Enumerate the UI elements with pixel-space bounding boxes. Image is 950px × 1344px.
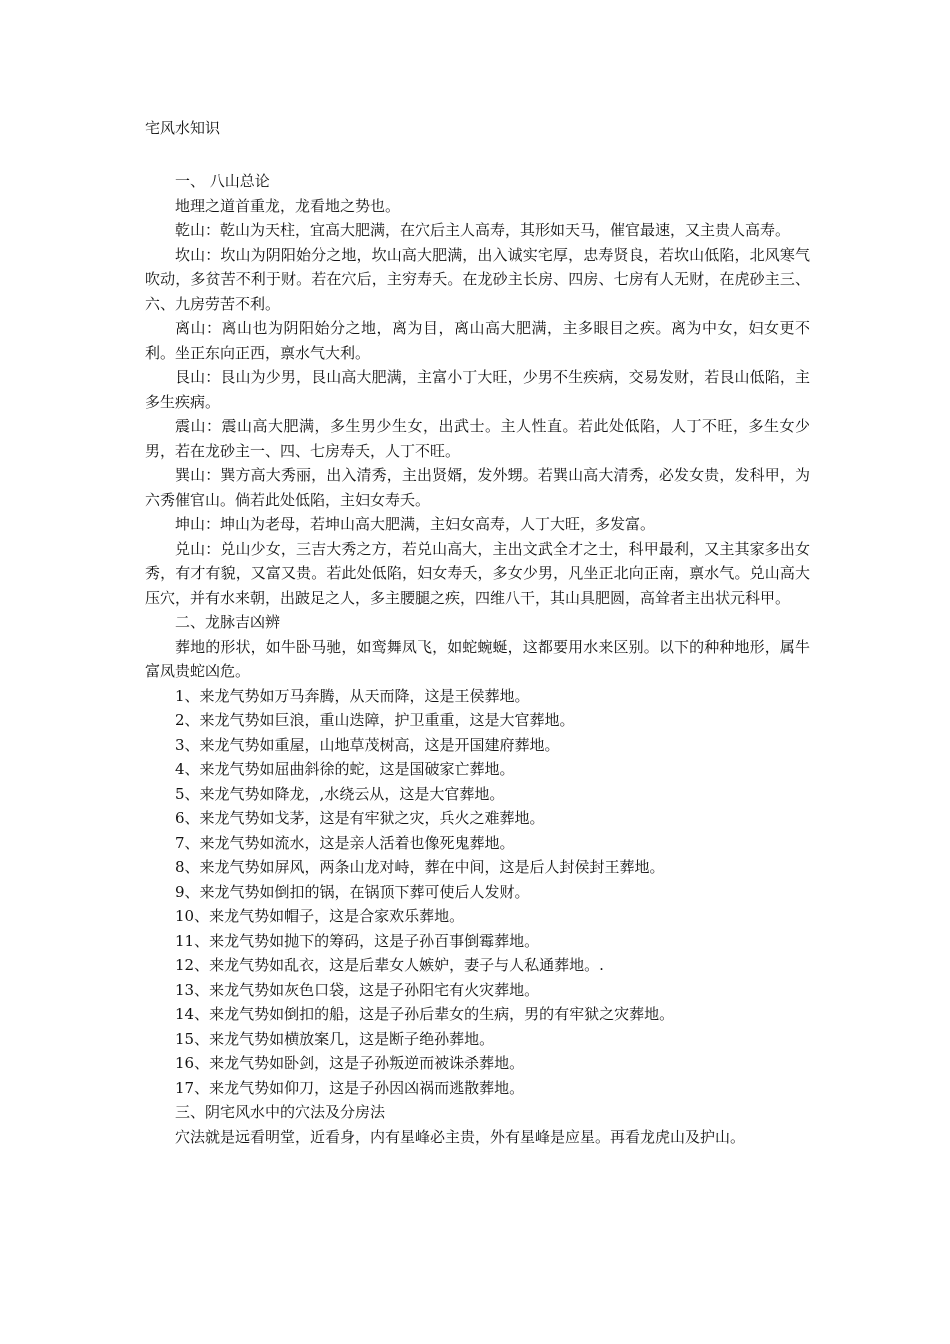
- list-item: 10、来龙气势如帽子，这是合家欢乐葬地。: [175, 907, 465, 925]
- list-item: 11、来龙气势如抛下的筹码，这是子孙百事倒霉葬地。: [175, 931, 540, 950]
- paragraph: 离山：离山也为阴阳始分之地，离为目，离山高大肥满，主多眼目之疾。离为中女，妇女更不利。坐正东向正西，禀水气大利。: [145, 319, 810, 362]
- list-item: 15、来龙气势如横放案几，这是断子绝孙葬地。: [175, 1029, 495, 1048]
- paragraph: 坎山：坎山为阴阳始分之地，坎山高大肥满，出入诚实宅厚，忠寿贤良，若坎山低陷，北风寒气吹动，多贫苦不利于财。若在穴后，主穷寿夭。在龙砂主长房、四房、七房有人无财，在虎砂主三、六、九房劳苦不利。: [145, 245, 810, 313]
- paragraph: 兑山：兑山少女，三吉大秀之方，若兑山高大，主出文武全才之士，科甲最利，又主其家多出女秀，有才有貌，又富又贵。若此处低陷，妇女寿夭，多女少男，凡坐正北向正南，禀水气。兑山高大压穴，并有水来朝，出跛足之人，多主腰腿之疾，四维八干，其山具肥圆，高耸者主出状元科甲。: [145, 539, 810, 607]
- list-item: 16、来龙气势如卧剑，这是子孙叛逆而被诛杀葬地。: [175, 1054, 525, 1072]
- list-item: 7、来龙气势如流水，这是亲人活着也像死鬼葬地。: [175, 833, 515, 852]
- section-heading-3: 三、阴宅风水中的穴法及分房法: [175, 1103, 386, 1121]
- paragraph: 葬地的形状，如牛卧马驰，如鸾舞凤飞，如蛇蜿蜒，这都要用水来区别。以下的种种地形，属牛富凤贵蛇凶危。: [145, 637, 810, 680]
- list-item: 5、来龙气势如降龙，,水绕云从，这是大官葬地。: [175, 784, 505, 803]
- list-item: 6、来龙气势如戈茅，这是有牢狱之灾，兵火之难葬地。: [175, 809, 545, 827]
- paragraph: 震山：震山高大肥满，多生男少生女，出武士。主人性直。若此处低陷，人丁不旺，多生女少男，若在龙砂主一、四、七房寿夭，人丁不旺。: [145, 417, 810, 460]
- paragraph: 艮山：艮山为少男，艮山高大肥满，主富小丁大旺，少男不生疾病，交易发财，若艮山低陷，主多生疾病。: [145, 368, 810, 411]
- list-item: 1、来龙气势如万马奔腾，从天而降，这是王侯葬地。: [175, 686, 530, 705]
- list-item: 3、来龙气势如重屋，山地草茂树高，这是开国建府葬地。: [175, 735, 560, 754]
- list-item: 9、来龙气势如倒扣的锅，在锅顶下葬可使后人发财。: [175, 882, 530, 901]
- document-body: [145, 169, 810, 1149]
- list-item: 12、来龙气势如乱衣，这是后辈女人嫉妒，妻子与人私通葬地。.: [175, 956, 604, 974]
- list-item: 17、来龙气势如仰刀，这是子孙因凶祸而逃散葬地。: [175, 1078, 525, 1097]
- document-title: 宅风水知识: [145, 119, 221, 137]
- paragraph: 穴法就是远看明堂，近看身，内有星峰必主贵，外有星峰是应星。再看龙虎山及护山。: [175, 1127, 746, 1146]
- paragraph: 坤山：坤山为老母，若坤山高大肥满，主妇女高寿，人丁大旺，多发富。: [175, 515, 656, 533]
- list-item: 8、来龙气势如屏风，两条山龙对峙，葬在中间，这是后人封侯封王葬地。: [175, 858, 665, 876]
- paragraph: 地理之道首重龙，龙看地之势也。: [175, 196, 401, 215]
- section-heading-1: 一、 八山总论: [175, 172, 270, 190]
- section-heading-2: 二、龙脉吉凶辨: [175, 613, 281, 631]
- list-item: 13、来龙气势如灰色口袋，这是子孙阳宅有火灾葬地。: [175, 980, 540, 999]
- list-item: 14、来龙气势如倒扣的船，这是子孙后辈女的生病，男的有牢狱之灾葬地。: [175, 1005, 675, 1023]
- list-item: 4、来龙气势如屈曲斜徐的蛇，这是国破家亡葬地。: [175, 760, 515, 778]
- list-item: 2、来龙气势如巨浪，重山迭障，护卫重重，这是大官葬地。: [175, 711, 575, 729]
- paragraph: 乾山：乾山为天柱，宜高大肥满，在穴后主人高寿，其形如天马，催官最速，又主贵人高寿。: [175, 221, 791, 239]
- paragraph: 巽山：巽方高大秀丽，出入清秀，主出贤婿，发外甥。若巽山高大清秀，必发女贵，发科甲，为六秀催官山。倘若此处低陷，主妇女寿夭。: [145, 466, 810, 509]
